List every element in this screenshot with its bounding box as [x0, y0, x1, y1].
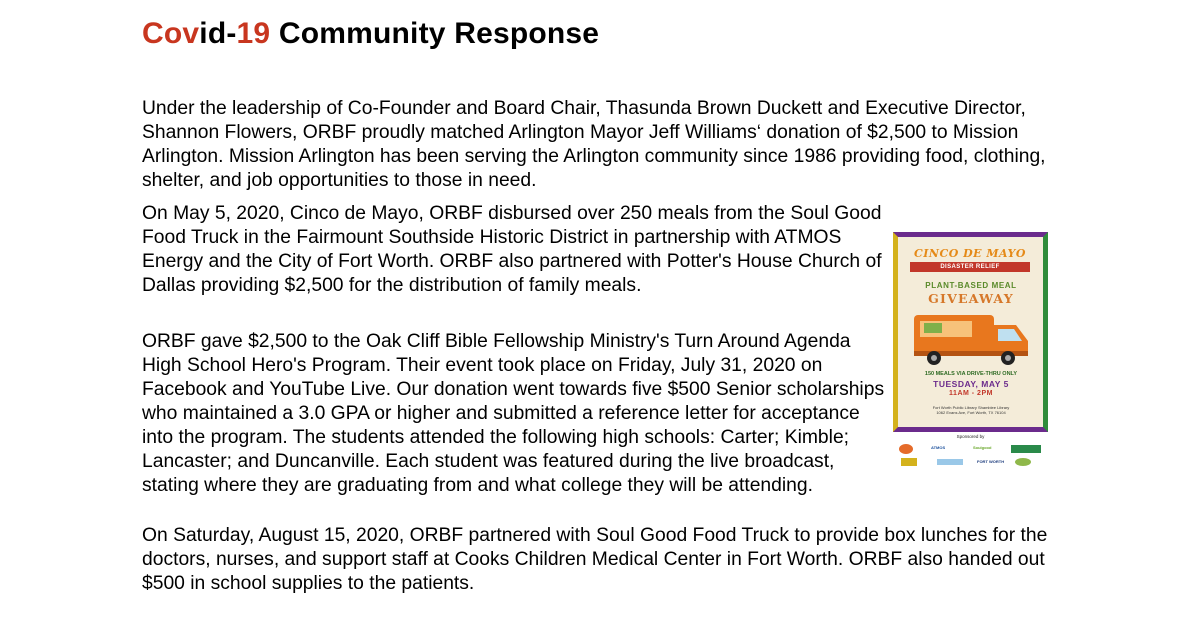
paragraph-oak-cliff: ORBF gave $2,500 to the Oak Cliff Bible Fellowship Ministry's Turn Around Agenda High School Hero's Program. Their event took place on Friday, July 31, 2020 on Facebook and YouTube Live. Our donation went towards five $500 Senior scholarships who maintained a 3.0 GPA or higher and submitted a reference letter for acceptance into the program. The students attended the following high schools: Carter; Kimble; Lancaster; and Duncanville. Each student was featured during the live broadcast, stating where they are graduating from and what college they will be attending. [142, 331, 885, 496]
sponsor-logo-fortworth: FORT WORTH [977, 459, 1005, 464]
sponsor-logo-6-icon [937, 459, 963, 465]
sponsor-logo-atmos: ATMOS [931, 445, 946, 450]
page-title [142, 14, 599, 54]
title-cov: Cov [142, 17, 200, 50]
event-flyer-image [893, 232, 1048, 432]
flyer-line1: PLANT-BASED MEAL [925, 281, 1017, 290]
paragraph-cooks-children: On Saturday, August 15, 2020, ORBF partnered with Soul Good Food Truck to provide box lunches for the doctors, nurses, and support staff at Cooks Children Medical Center in Fort Worth. ORBF also handed out $500 in school supplies to the patients. [142, 525, 1048, 594]
flyer-header: CINCO DE MAYO [914, 247, 1026, 260]
sponsor-logo-1-icon [899, 444, 913, 454]
title-id: id- [199, 17, 237, 50]
flyer-time: 11AM - 2PM [949, 390, 993, 397]
title-19: 19 [236, 17, 271, 50]
food-truck-illustration [910, 309, 1034, 367]
sponsor-logo-soulgood: Soulgood [973, 445, 992, 450]
flyer-line2: GIVEAWAY [928, 291, 1014, 306]
paragraph-mission-arlington: Under the leadership of Co-Founder and Board Chair, Thasunda Brown Duckett and Executive Director, Shannon Flowers, ORBF proudly matched Arlington Mayor Jeff Williams‘ donation of $2,500 to Mission Arlington. Mission Arlington has been serving the Arlington community since 1986 providing food, clothing, shelter, and job opportunities to those in need. [142, 98, 1046, 191]
paragraph-cinco-de-mayo: On May 5, 2020, Cinco de Mayo, ORBF disbursed over 250 meals from the Soul Good Food Truck in the Fairmount Southside Historic District in partnership with ATMOS Energy and the City of Fort Worth. ORBF also partnered with Potter's House Church of Dallas providing $2,500 for the distribution of family meals. [142, 203, 882, 296]
title-rest: Community Response [270, 17, 600, 50]
sponsor-logo-5-icon [901, 458, 917, 466]
flyer-meals: 150 MEALS VIA DRIVE-THRU ONLY [924, 371, 1018, 377]
sponsor-logo-8-icon [1015, 458, 1031, 466]
flyer-sponsors [893, 434, 1048, 470]
sponsor-logo-4-icon [1011, 445, 1041, 453]
flyer-venue-address: 1062 Evans Ave, Fort Worth, TX 76104 [936, 410, 1006, 415]
flyer-subheader: DISASTER RELIEF [910, 262, 1030, 272]
sponsored-by-label: Sponsored by [956, 434, 985, 439]
flyer-venue [902, 405, 1040, 415]
flyer-date: TUESDAY, MAY 5 [933, 379, 1009, 389]
flyer-venue-name: Fort Worth Public Library Shamblee Library [932, 405, 1010, 410]
